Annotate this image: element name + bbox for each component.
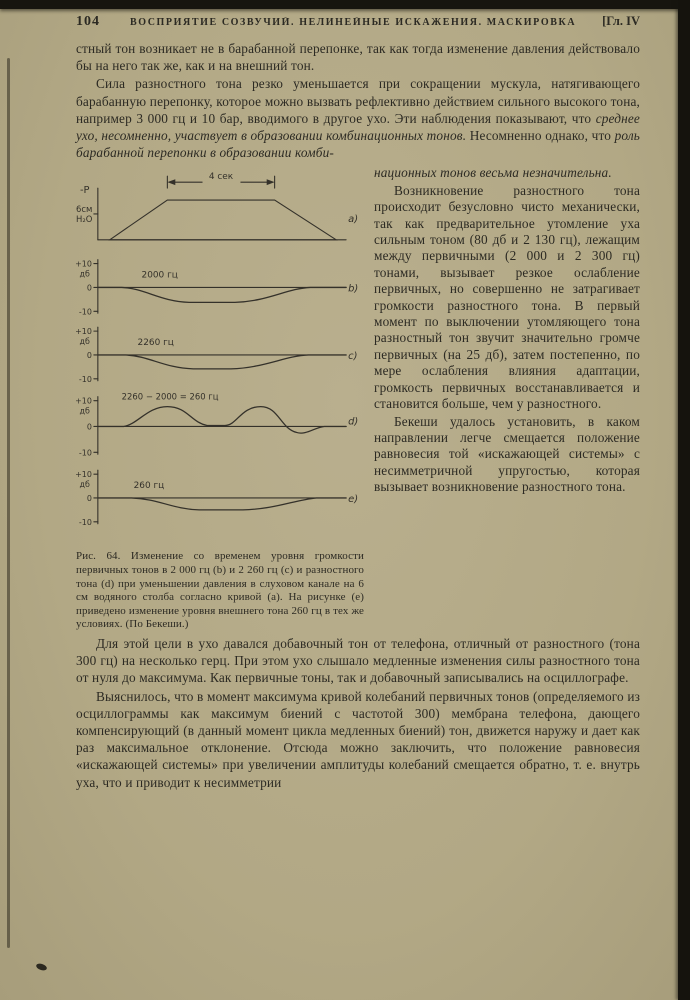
- panel-c: [76, 328, 357, 385]
- level-curve-difference-tone: [98, 407, 346, 433]
- tick-db: дб: [79, 337, 90, 347]
- freq-label-2000: 2000 гц: [141, 270, 178, 281]
- chapter-reference: [Гл. IV: [602, 14, 640, 28]
- emphasized-text: среднее ухо, несомненно, участвует в образовании комбинационных тонов.: [76, 110, 640, 144]
- panel-e: [76, 471, 358, 528]
- panel-b-axes: [94, 260, 346, 314]
- paragraph-3: Возникновение разностного тона происходит безусловно чисто механически, так как предварительное утомление уха сильным тоном (80 дб и 2 130 гц), лежащим между первичными (2 000 и 2 300 гц) тонами, вызывает резкое ослабление первичных, но совершенно не затрагивает громкости разностного тона. В первый момент по выключении утомляющего тона разностный тон звучит значительно громче первичных (на 25 дб), затем постепенно, по мере ослабления влияния адаптации, громкость первичных восстанавливается и становится больше, чем у разностного.: [374, 182, 640, 412]
- text-column: [374, 165, 640, 632]
- paragraph-2: [76, 75, 640, 161]
- paragraph-4: Бекеши удалось установить, в каком направлении легче смещается положение равновесия той «искажающей системы» с несимметричной упругостью, которая вызывает возникновение разностного тона.: [374, 413, 640, 495]
- panel-a: [76, 173, 358, 241]
- running-header-title: ВОСПРИЯТИЕ СОЗВУЧИЙ. НЕЛИНЕЙНЫЕ ИСКАЖЕНИЯ. МАСКИРОВКА: [129, 17, 577, 28]
- panel-a-axes: [94, 177, 346, 241]
- panel-b: [76, 260, 358, 317]
- pressure-trapezoid: [110, 200, 336, 240]
- level-curve-2260: [98, 355, 346, 369]
- panel-e-axes: [94, 471, 346, 525]
- paragraph-text: стный тон возникает не в барабанной перепонке, так как тогда изменение давления действовало бы на него так же, как и на внешний тон.: [76, 41, 640, 74]
- book-gutter-shadow: [7, 58, 10, 948]
- tick-plus10: +10: [76, 397, 92, 407]
- paragraph-continuation: [76, 40, 640, 74]
- figure-64: [76, 165, 364, 632]
- figure-column: [76, 165, 364, 632]
- tick-plus10: +10: [76, 470, 92, 480]
- figure-caption: Рис. 64. Изменение со временем уровня громкости первичных тонов в 2 000 гц (b) и 2 260 гц (c) и разностного тона (d) при уменьшении давления в слуховом канале на 6 см водяного столба согласно кривой (a). На рисунке (e) приведено изменение уровня внешнего тона 260 гц в тех же условиях. (По Бекеши.): [76, 550, 364, 631]
- freq-label-2260: 2260 гц: [137, 338, 174, 349]
- tick-minus10: -10: [78, 307, 92, 317]
- panel-a-tag: a): [348, 214, 359, 226]
- level-curve-2000: [98, 288, 346, 303]
- panel-c-axes: [94, 328, 346, 382]
- emphasized-text: роль барабанной перепонки в образовании комби-: [76, 128, 640, 161]
- tick-zero: 0: [86, 283, 92, 293]
- page-number: 104: [76, 14, 100, 29]
- scan-edge-top: [0, 0, 690, 9]
- level-curve-260: [98, 498, 346, 510]
- tick-zero: 0: [86, 351, 92, 361]
- freq-label-difference: 2260 − 2000 = 260 гц: [121, 392, 219, 403]
- tick-db: дб: [79, 406, 90, 416]
- tick-zero: 0: [86, 422, 92, 432]
- panel-b-tag: b): [348, 283, 359, 295]
- paragraph-text: Несомненно однако, что: [466, 128, 615, 144]
- paragraph-6: Выяснилось, что в момент максимума кривой колебаний первичных тонов (определяемого из осциллограммы как максимум биений с частотой 300) мембрана телефона, дающего компенсирующий (в данный момент цикла медленных биений) тон, движется наружу и дает как раз максимальное отклонение. Отсюда можно заключить, что положение равновесия «искажающей системы» при увеличении амплитуды колебаний смещается обратно, т. е. внутрь уха, что и приводит к несимметрии: [76, 688, 640, 790]
- page-content: [76, 14, 640, 792]
- tick-minus10: -10: [78, 518, 92, 528]
- tick-zero: 0: [86, 494, 92, 504]
- duration-label: 4 сек: [208, 172, 234, 183]
- running-head: [76, 14, 640, 30]
- panel-c-tag: c): [348, 351, 358, 363]
- paragraph-2-continuation: национных тонов весьма незначительна.: [374, 165, 612, 181]
- tick-db: дб: [79, 480, 90, 490]
- freq-label-260: 260 гц: [133, 481, 165, 492]
- tick-db: дб: [79, 269, 90, 279]
- panel-d: [76, 392, 358, 458]
- pressure-axis-label: -P: [79, 185, 90, 197]
- panel-d-tag: d): [348, 416, 359, 428]
- arrowhead-right: [267, 180, 275, 186]
- figure-64-plot: [76, 165, 364, 537]
- tick-minus10: -10: [78, 375, 92, 385]
- arrowhead-left: [167, 180, 175, 186]
- ink-smudge: [35, 962, 47, 971]
- paragraph-5: Для этой цели в ухо давался добавочный тон от телефона, отличный от разностного (тона 300 гц) на несколько герц. При этом ухо слышало медленные изменения силы разностного тона от нуля до максимума. Как первичные тоны, так и добавочный записывались на осциллографе.: [76, 635, 640, 686]
- panel-e-tag: e): [348, 494, 359, 506]
- unit-label-cm: 6см: [76, 204, 93, 215]
- paragraph-text: Сила разностного тона резко уменьшается при сокращении мускула, натягивающего барабанную перепонку, которое можно вызвать рефлективно действием сильного высокого тона, например 3 000 гц и 10 бар, вводимого в другое ухо. Эти наблюдения показывают, что: [76, 76, 640, 126]
- unit-label-h2o: Н₂О: [76, 214, 93, 225]
- scan-edge-right: [678, 0, 690, 1000]
- two-column-section: [76, 165, 640, 632]
- tick-plus10: +10: [76, 260, 92, 270]
- tick-plus10: +10: [76, 327, 92, 337]
- tick-minus10: -10: [78, 448, 92, 458]
